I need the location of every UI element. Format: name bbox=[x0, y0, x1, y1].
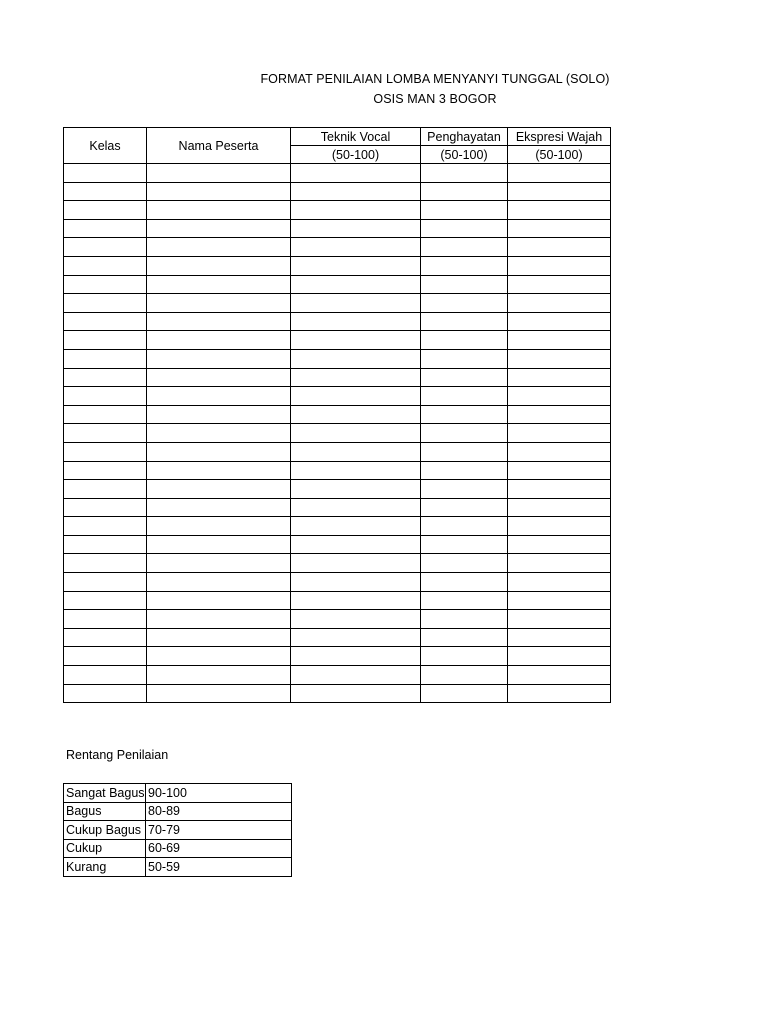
cell-kelas[interactable] bbox=[64, 238, 147, 257]
rentang-penilaian-label: Rentang Penilaian bbox=[66, 748, 169, 762]
cell-ekspresi-wajah[interactable] bbox=[508, 331, 611, 350]
cell-ekspresi-wajah[interactable] bbox=[508, 219, 611, 238]
cell-teknik-vocal[interactable] bbox=[291, 201, 421, 220]
cell-teknik-vocal[interactable] bbox=[291, 219, 421, 238]
table-row bbox=[64, 405, 611, 424]
cell-ekspresi-wajah[interactable] bbox=[508, 294, 611, 313]
table-row bbox=[64, 461, 611, 480]
cell-nama-peserta[interactable] bbox=[147, 517, 291, 536]
cell-kelas[interactable] bbox=[64, 294, 147, 313]
cell-penghayatan[interactable] bbox=[421, 387, 508, 406]
cell-teknik-vocal[interactable] bbox=[291, 368, 421, 387]
table-row bbox=[64, 182, 611, 201]
range-penghayatan: (50-100) bbox=[421, 146, 508, 164]
cell-penghayatan[interactable] bbox=[421, 219, 508, 238]
cell-teknik-vocal[interactable] bbox=[291, 312, 421, 331]
score-table-body bbox=[64, 164, 611, 703]
cell-ekspresi-wajah[interactable] bbox=[508, 480, 611, 499]
cell-nama-peserta[interactable] bbox=[147, 424, 291, 443]
cell-teknik-vocal[interactable] bbox=[291, 461, 421, 480]
cell-penghayatan[interactable] bbox=[421, 442, 508, 461]
table-row bbox=[64, 387, 611, 406]
cell-penghayatan[interactable] bbox=[421, 424, 508, 443]
rentang-row bbox=[64, 839, 292, 858]
cell-ekspresi-wajah[interactable] bbox=[508, 628, 611, 647]
cell-nama-peserta[interactable] bbox=[147, 238, 291, 257]
cell-kelas[interactable] bbox=[64, 517, 147, 536]
cell-penghayatan[interactable] bbox=[421, 294, 508, 313]
cell-teknik-vocal[interactable] bbox=[291, 480, 421, 499]
cell-penghayatan[interactable] bbox=[421, 182, 508, 201]
cell-kelas[interactable] bbox=[64, 647, 147, 666]
cell-teknik-vocal[interactable] bbox=[291, 405, 421, 424]
rentang-row bbox=[64, 858, 292, 877]
cell-nama-peserta[interactable] bbox=[147, 368, 291, 387]
table-row bbox=[64, 312, 611, 331]
table-row bbox=[64, 294, 611, 313]
table-row bbox=[64, 424, 611, 443]
rentang-kategori: Kurang bbox=[64, 858, 146, 877]
cell-teknik-vocal[interactable] bbox=[291, 256, 421, 275]
cell-nama-peserta[interactable] bbox=[147, 387, 291, 406]
cell-ekspresi-wajah[interactable] bbox=[508, 387, 611, 406]
cell-nama-peserta[interactable] bbox=[147, 480, 291, 499]
table-row bbox=[64, 368, 611, 387]
cell-kelas[interactable] bbox=[64, 461, 147, 480]
cell-penghayatan[interactable] bbox=[421, 461, 508, 480]
document-title: FORMAT PENILAIAN LOMBA MENYANYI TUNGGAL (SOLO) bbox=[260, 72, 610, 86]
table-row bbox=[64, 480, 611, 499]
cell-teknik-vocal[interactable] bbox=[291, 535, 421, 554]
cell-penghayatan[interactable] bbox=[421, 554, 508, 573]
cell-kelas[interactable] bbox=[64, 610, 147, 629]
table-row bbox=[64, 684, 611, 703]
cell-nama-peserta[interactable] bbox=[147, 294, 291, 313]
cell-penghayatan[interactable] bbox=[421, 201, 508, 220]
rentang-kategori: Sangat Bagus bbox=[64, 784, 146, 803]
table-row bbox=[64, 256, 611, 275]
table-row bbox=[64, 610, 611, 629]
cell-penghayatan[interactable] bbox=[421, 405, 508, 424]
header-penghayatan: Penghayatan bbox=[421, 128, 508, 146]
cell-ekspresi-wajah[interactable] bbox=[508, 405, 611, 424]
cell-teknik-vocal[interactable] bbox=[291, 666, 421, 685]
rentang-row bbox=[64, 802, 292, 821]
cell-teknik-vocal[interactable] bbox=[291, 424, 421, 443]
cell-kelas[interactable] bbox=[64, 349, 147, 368]
rentang-nilai: 90-100 bbox=[146, 784, 292, 803]
range-teknik-vocal: (50-100) bbox=[291, 146, 421, 164]
rentang-row bbox=[64, 821, 292, 840]
cell-teknik-vocal[interactable] bbox=[291, 554, 421, 573]
cell-kelas[interactable] bbox=[64, 331, 147, 350]
cell-teknik-vocal[interactable] bbox=[291, 442, 421, 461]
cell-penghayatan[interactable] bbox=[421, 684, 508, 703]
cell-penghayatan[interactable] bbox=[421, 331, 508, 350]
cell-nama-peserta[interactable] bbox=[147, 256, 291, 275]
cell-penghayatan[interactable] bbox=[421, 647, 508, 666]
table-row bbox=[64, 331, 611, 350]
cell-ekspresi-wajah[interactable] bbox=[508, 684, 611, 703]
header-teknik-vocal: Teknik Vocal bbox=[291, 128, 421, 146]
cell-nama-peserta[interactable] bbox=[147, 201, 291, 220]
rentang-nilai: 70-79 bbox=[146, 821, 292, 840]
cell-nama-peserta[interactable] bbox=[147, 591, 291, 610]
cell-teknik-vocal[interactable] bbox=[291, 387, 421, 406]
cell-teknik-vocal[interactable] bbox=[291, 164, 421, 183]
cell-nama-peserta[interactable] bbox=[147, 182, 291, 201]
cell-ekspresi-wajah[interactable] bbox=[508, 498, 611, 517]
cell-teknik-vocal[interactable] bbox=[291, 573, 421, 592]
cell-kelas[interactable] bbox=[64, 498, 147, 517]
cell-kelas[interactable] bbox=[64, 554, 147, 573]
score-table bbox=[63, 127, 611, 703]
document-subtitle: OSIS MAN 3 BOGOR bbox=[373, 92, 497, 106]
cell-kelas[interactable] bbox=[64, 201, 147, 220]
table-row bbox=[64, 535, 611, 554]
cell-teknik-vocal[interactable] bbox=[291, 610, 421, 629]
header-ekspresi-wajah: Ekspresi Wajah bbox=[508, 128, 611, 146]
table-row bbox=[64, 238, 611, 257]
cell-teknik-vocal[interactable] bbox=[291, 628, 421, 647]
cell-ekspresi-wajah[interactable] bbox=[508, 349, 611, 368]
cell-nama-peserta[interactable] bbox=[147, 628, 291, 647]
header-nama-peserta: Nama Peserta bbox=[147, 128, 291, 164]
cell-kelas[interactable] bbox=[64, 480, 147, 499]
cell-nama-peserta[interactable] bbox=[147, 442, 291, 461]
cell-ekspresi-wajah[interactable] bbox=[508, 201, 611, 220]
cell-kelas[interactable] bbox=[64, 256, 147, 275]
cell-teknik-vocal[interactable] bbox=[291, 238, 421, 257]
table-row bbox=[64, 573, 611, 592]
cell-penghayatan[interactable] bbox=[421, 573, 508, 592]
cell-ekspresi-wajah[interactable] bbox=[508, 461, 611, 480]
cell-nama-peserta[interactable] bbox=[147, 405, 291, 424]
cell-kelas[interactable] bbox=[64, 573, 147, 592]
cell-nama-peserta[interactable] bbox=[147, 331, 291, 350]
cell-kelas[interactable] bbox=[64, 368, 147, 387]
cell-nama-peserta[interactable] bbox=[147, 684, 291, 703]
cell-penghayatan[interactable] bbox=[421, 312, 508, 331]
cell-ekspresi-wajah[interactable] bbox=[508, 238, 611, 257]
cell-kelas[interactable] bbox=[64, 182, 147, 201]
cell-nama-peserta[interactable] bbox=[147, 349, 291, 368]
cell-kelas[interactable] bbox=[64, 164, 147, 183]
cell-kelas[interactable] bbox=[64, 591, 147, 610]
cell-kelas[interactable] bbox=[64, 405, 147, 424]
table-row bbox=[64, 517, 611, 536]
cell-ekspresi-wajah[interactable] bbox=[508, 666, 611, 685]
cell-penghayatan[interactable] bbox=[421, 238, 508, 257]
cell-penghayatan[interactable] bbox=[421, 368, 508, 387]
rentang-row bbox=[64, 784, 292, 803]
cell-ekspresi-wajah[interactable] bbox=[508, 442, 611, 461]
cell-penghayatan[interactable] bbox=[421, 535, 508, 554]
cell-teknik-vocal[interactable] bbox=[291, 517, 421, 536]
cell-penghayatan[interactable] bbox=[421, 610, 508, 629]
rentang-kategori: Bagus bbox=[64, 802, 146, 821]
cell-teknik-vocal[interactable] bbox=[291, 684, 421, 703]
cell-teknik-vocal[interactable] bbox=[291, 349, 421, 368]
cell-kelas[interactable] bbox=[64, 424, 147, 443]
range-ekspresi-wajah: (50-100) bbox=[508, 146, 611, 164]
cell-teknik-vocal[interactable] bbox=[291, 182, 421, 201]
cell-nama-peserta[interactable] bbox=[147, 666, 291, 685]
table-row bbox=[64, 498, 611, 517]
cell-penghayatan[interactable] bbox=[421, 517, 508, 536]
cell-ekspresi-wajah[interactable] bbox=[508, 535, 611, 554]
cell-ekspresi-wajah[interactable] bbox=[508, 256, 611, 275]
table-row bbox=[64, 442, 611, 461]
cell-kelas[interactable] bbox=[64, 442, 147, 461]
rentang-table bbox=[63, 783, 292, 877]
cell-kelas[interactable] bbox=[64, 684, 147, 703]
cell-teknik-vocal[interactable] bbox=[291, 591, 421, 610]
cell-nama-peserta[interactable] bbox=[147, 312, 291, 331]
cell-ekspresi-wajah[interactable] bbox=[508, 517, 611, 536]
cell-kelas[interactable] bbox=[64, 275, 147, 294]
table-row bbox=[64, 201, 611, 220]
rentang-kategori: Cukup Bagus bbox=[64, 821, 146, 840]
cell-kelas[interactable] bbox=[64, 666, 147, 685]
cell-kelas[interactable] bbox=[64, 628, 147, 647]
table-row bbox=[64, 628, 611, 647]
cell-kelas[interactable] bbox=[64, 312, 147, 331]
cell-ekspresi-wajah[interactable] bbox=[508, 591, 611, 610]
cell-ekspresi-wajah[interactable] bbox=[508, 368, 611, 387]
rentang-nilai: 60-69 bbox=[146, 839, 292, 858]
cell-teknik-vocal[interactable] bbox=[291, 275, 421, 294]
cell-nama-peserta[interactable] bbox=[147, 498, 291, 517]
table-row bbox=[64, 666, 611, 685]
table-row bbox=[64, 647, 611, 666]
cell-kelas[interactable] bbox=[64, 219, 147, 238]
cell-ekspresi-wajah[interactable] bbox=[508, 610, 611, 629]
cell-penghayatan[interactable] bbox=[421, 666, 508, 685]
table-row bbox=[64, 554, 611, 573]
table-row bbox=[64, 349, 611, 368]
cell-penghayatan[interactable] bbox=[421, 498, 508, 517]
cell-nama-peserta[interactable] bbox=[147, 219, 291, 238]
cell-penghayatan[interactable] bbox=[421, 349, 508, 368]
cell-nama-peserta[interactable] bbox=[147, 164, 291, 183]
header-kelas: Kelas bbox=[64, 128, 147, 164]
cell-nama-peserta[interactable] bbox=[147, 275, 291, 294]
rentang-nilai: 50-59 bbox=[146, 858, 292, 877]
cell-nama-peserta[interactable] bbox=[147, 610, 291, 629]
cell-ekspresi-wajah[interactable] bbox=[508, 275, 611, 294]
table-row bbox=[64, 591, 611, 610]
table-row bbox=[64, 164, 611, 183]
cell-kelas[interactable] bbox=[64, 387, 147, 406]
cell-teknik-vocal[interactable] bbox=[291, 294, 421, 313]
cell-nama-peserta[interactable] bbox=[147, 647, 291, 666]
cell-teknik-vocal[interactable] bbox=[291, 647, 421, 666]
rentang-kategori: Cukup bbox=[64, 839, 146, 858]
cell-penghayatan[interactable] bbox=[421, 480, 508, 499]
cell-nama-peserta[interactable] bbox=[147, 535, 291, 554]
cell-ekspresi-wajah[interactable] bbox=[508, 182, 611, 201]
cell-teknik-vocal[interactable] bbox=[291, 498, 421, 517]
cell-ekspresi-wajah[interactable] bbox=[508, 647, 611, 666]
table-row bbox=[64, 275, 611, 294]
table-row bbox=[64, 219, 611, 238]
cell-penghayatan[interactable] bbox=[421, 628, 508, 647]
cell-penghayatan[interactable] bbox=[421, 275, 508, 294]
cell-ekspresi-wajah[interactable] bbox=[508, 573, 611, 592]
cell-penghayatan[interactable] bbox=[421, 591, 508, 610]
cell-nama-peserta[interactable] bbox=[147, 461, 291, 480]
rentang-nilai: 80-89 bbox=[146, 802, 292, 821]
cell-penghayatan[interactable] bbox=[421, 164, 508, 183]
cell-teknik-vocal[interactable] bbox=[291, 331, 421, 350]
cell-nama-peserta[interactable] bbox=[147, 554, 291, 573]
cell-ekspresi-wajah[interactable] bbox=[508, 554, 611, 573]
cell-kelas[interactable] bbox=[64, 535, 147, 554]
cell-ekspresi-wajah[interactable] bbox=[508, 164, 611, 183]
cell-nama-peserta[interactable] bbox=[147, 573, 291, 592]
cell-ekspresi-wajah[interactable] bbox=[508, 312, 611, 331]
cell-ekspresi-wajah[interactable] bbox=[508, 424, 611, 443]
cell-penghayatan[interactable] bbox=[421, 256, 508, 275]
